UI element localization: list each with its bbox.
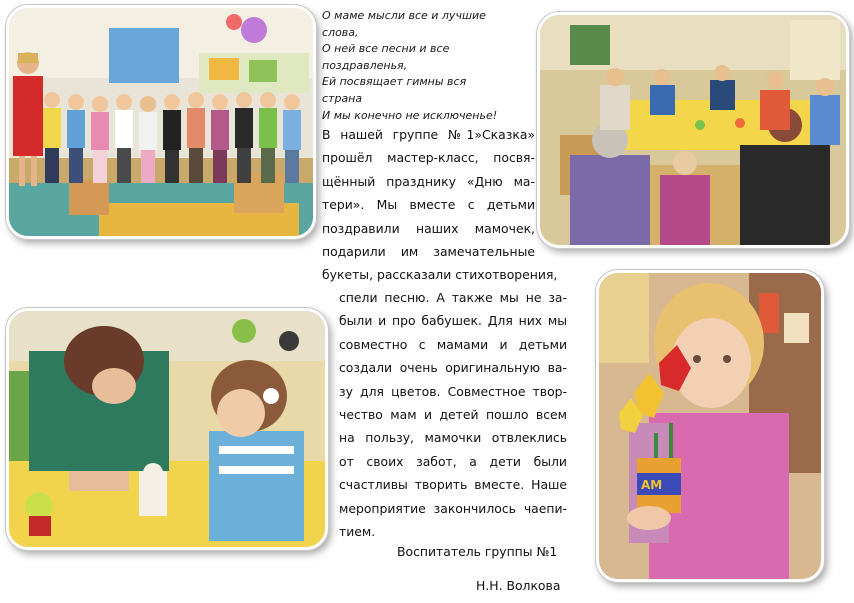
poem-line: О маме мысли все и лучшие bbox=[322, 9, 486, 22]
article-line: на пользу, мамочки отвлеклись bbox=[339, 430, 567, 446]
article-line: спели песню. А также мы не за- bbox=[339, 290, 567, 305]
poem-line: И мы конечно не исключенье! bbox=[322, 108, 498, 122]
article-line: щённый празднику «Дню ма- bbox=[322, 173, 535, 189]
article-line: тери». Мы вместе с детьми bbox=[322, 197, 535, 213]
poem-line: О ней все песни и все bbox=[322, 42, 450, 56]
article-line: В нашей группе №1»Сказка» bbox=[322, 127, 535, 142]
article-line: счастливы творить вместе. Наше bbox=[339, 477, 567, 493]
photo-girl-with-flowers bbox=[596, 270, 824, 582]
article-line: чество мам и детей пошло всем bbox=[339, 407, 567, 423]
signature-name: Н.Н. Волкова bbox=[476, 578, 561, 593]
poem bbox=[322, 8, 527, 124]
signature-role: Воспитатель группы №1 bbox=[397, 544, 558, 559]
article-line: создали очень оригинальную ва- bbox=[339, 360, 567, 376]
article-line: от своих забот, а дети были bbox=[339, 453, 567, 469]
photo-children-performing bbox=[6, 5, 316, 239]
article-line: прошёл мастер-класс, посвя- bbox=[322, 150, 535, 166]
photo-mother-girl-vase bbox=[6, 308, 328, 550]
article-text-bottom bbox=[339, 286, 567, 543]
article-line: были и про бабушек. Для них мы bbox=[339, 313, 567, 329]
article-line: зу для цветов. Совместное твор- bbox=[339, 383, 567, 399]
article-line: мероприятие закончилось чаепи- bbox=[339, 500, 567, 516]
poem-line: слова, bbox=[322, 25, 359, 39]
article-text-top bbox=[322, 123, 558, 287]
article-line: подарили им замечательные bbox=[322, 244, 535, 260]
photo-mothers-crafting-table bbox=[537, 12, 849, 248]
article-line: тием. bbox=[339, 524, 376, 540]
poem-line: поздравленья, bbox=[322, 58, 408, 72]
article-line: букеты, рассказали стихотворения, bbox=[322, 267, 558, 283]
article-line: совместно с мамами и детьми bbox=[339, 336, 567, 352]
poem-line: страна bbox=[322, 91, 363, 105]
article-line: поздравили наших мамочек, bbox=[322, 220, 535, 236]
svg-text:АМ: АМ bbox=[641, 478, 663, 492]
poem-line: Ей посвящает гимны вся bbox=[322, 75, 467, 89]
